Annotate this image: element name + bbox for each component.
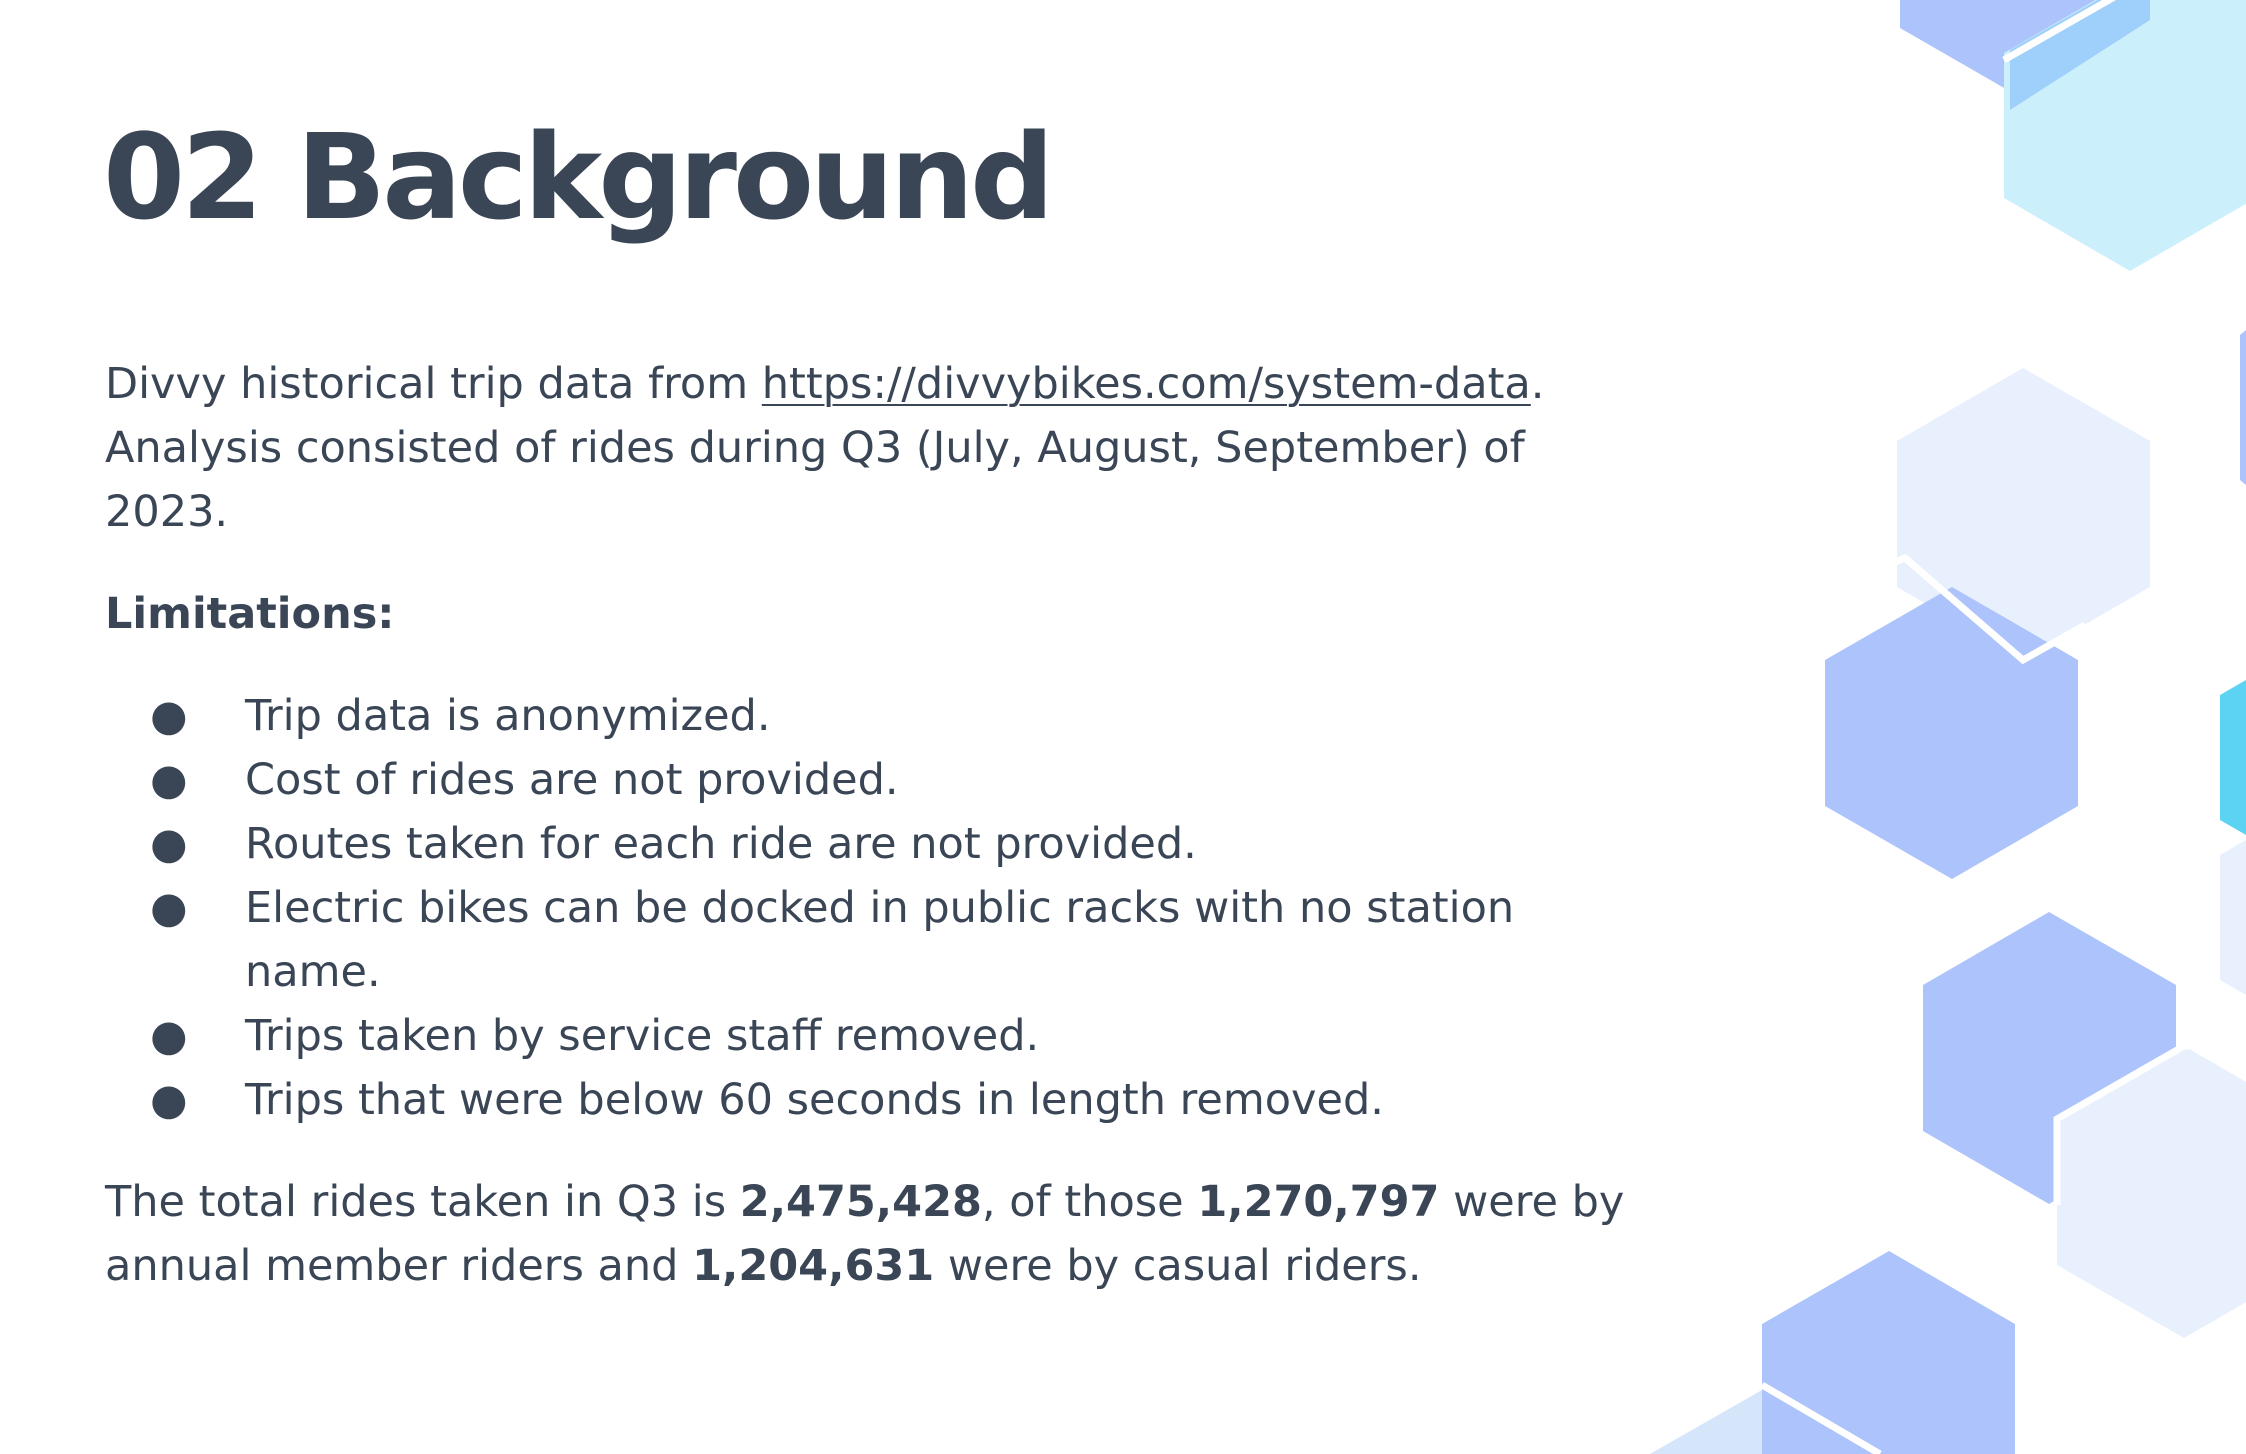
hexagon-shape: [1923, 912, 2176, 1204]
hexagon-shape: [2220, 840, 2246, 995]
bullet-icon: ●: [150, 755, 188, 805]
limitations-list: [105, 684, 1635, 1132]
hexagon-shape: [1762, 1251, 2015, 1454]
list-item: [105, 748, 1635, 812]
bullet-icon: ●: [150, 691, 188, 741]
slide-body: [105, 352, 1635, 1298]
list-item-text: Trips taken by service staff removed.: [245, 1011, 1040, 1061]
list-item: [105, 1004, 1635, 1068]
hexagon-outline: [1762, 1385, 1880, 1454]
list-item-text: Electric bikes can be docked in public racks with no station name.: [245, 883, 1515, 997]
hexagon-shape: [2004, 0, 2246, 271]
bullet-icon: ●: [150, 1075, 188, 1125]
hexagon-shape: [2024, 0, 2246, 162]
source-prefix: Divvy historical trip data from: [105, 359, 762, 409]
hexagon-shape: [2220, 680, 2246, 835]
list-item-text: Trip data is anonymized.: [245, 691, 771, 741]
data-source-paragraph: [105, 352, 1635, 544]
hexagon-outline: [2057, 1046, 2246, 1205]
list-item-text: Routes taken for each ride are not provided.: [245, 819, 1197, 869]
limitations-heading: Limitations:: [105, 589, 395, 639]
casual-rides-value: 1,204,631: [692, 1241, 935, 1291]
hexagon-shape: [2057, 1046, 2246, 1338]
hexagon-shape: [2010, 0, 2150, 110]
list-item-text: Trips that were below 60 seconds in length removed.: [245, 1075, 1384, 1125]
bullet-icon: ●: [150, 1011, 188, 1061]
bullet-icon: ●: [150, 883, 188, 933]
list-item: [105, 876, 1635, 1004]
hexagon-shape: [1897, 368, 2150, 660]
bullet-icon: ●: [150, 819, 188, 869]
hexagon-shape: [1650, 1390, 1762, 1454]
member-rides-value: 1,270,797: [1197, 1177, 1440, 1227]
page-title: 02 Background: [103, 108, 1051, 246]
list-item: [105, 1068, 1635, 1132]
hexagon-outline: [2004, 0, 2246, 60]
hexagon-shape: [1900, 0, 2150, 100]
summary-text: were by annual member riders and: [105, 1177, 1625, 1291]
summary-text: The total rides taken in Q3 is: [105, 1177, 740, 1227]
source-suffix: . Analysis consisted of rides during Q3 (July, August, September) of 2023.: [105, 359, 1545, 537]
hexagon-shape: [1762, 1380, 1900, 1454]
hexagon-shape: [2240, 330, 2246, 485]
list-item-text: Cost of rides are not provided.: [245, 755, 899, 805]
summary-text: , of those: [981, 1177, 1198, 1227]
hexagon-outline: [1825, 558, 2085, 660]
hexagon-shape: [1825, 587, 2078, 879]
system-data-link[interactable]: https://divvybikes.com/system-data: [761, 359, 1531, 409]
ride-summary-paragraph: [105, 1170, 1635, 1298]
list-item: [105, 684, 1635, 748]
summary-text: were by casual riders.: [934, 1241, 1422, 1291]
total-rides-value: 2,475,428: [739, 1177, 982, 1227]
list-item: [105, 812, 1635, 876]
